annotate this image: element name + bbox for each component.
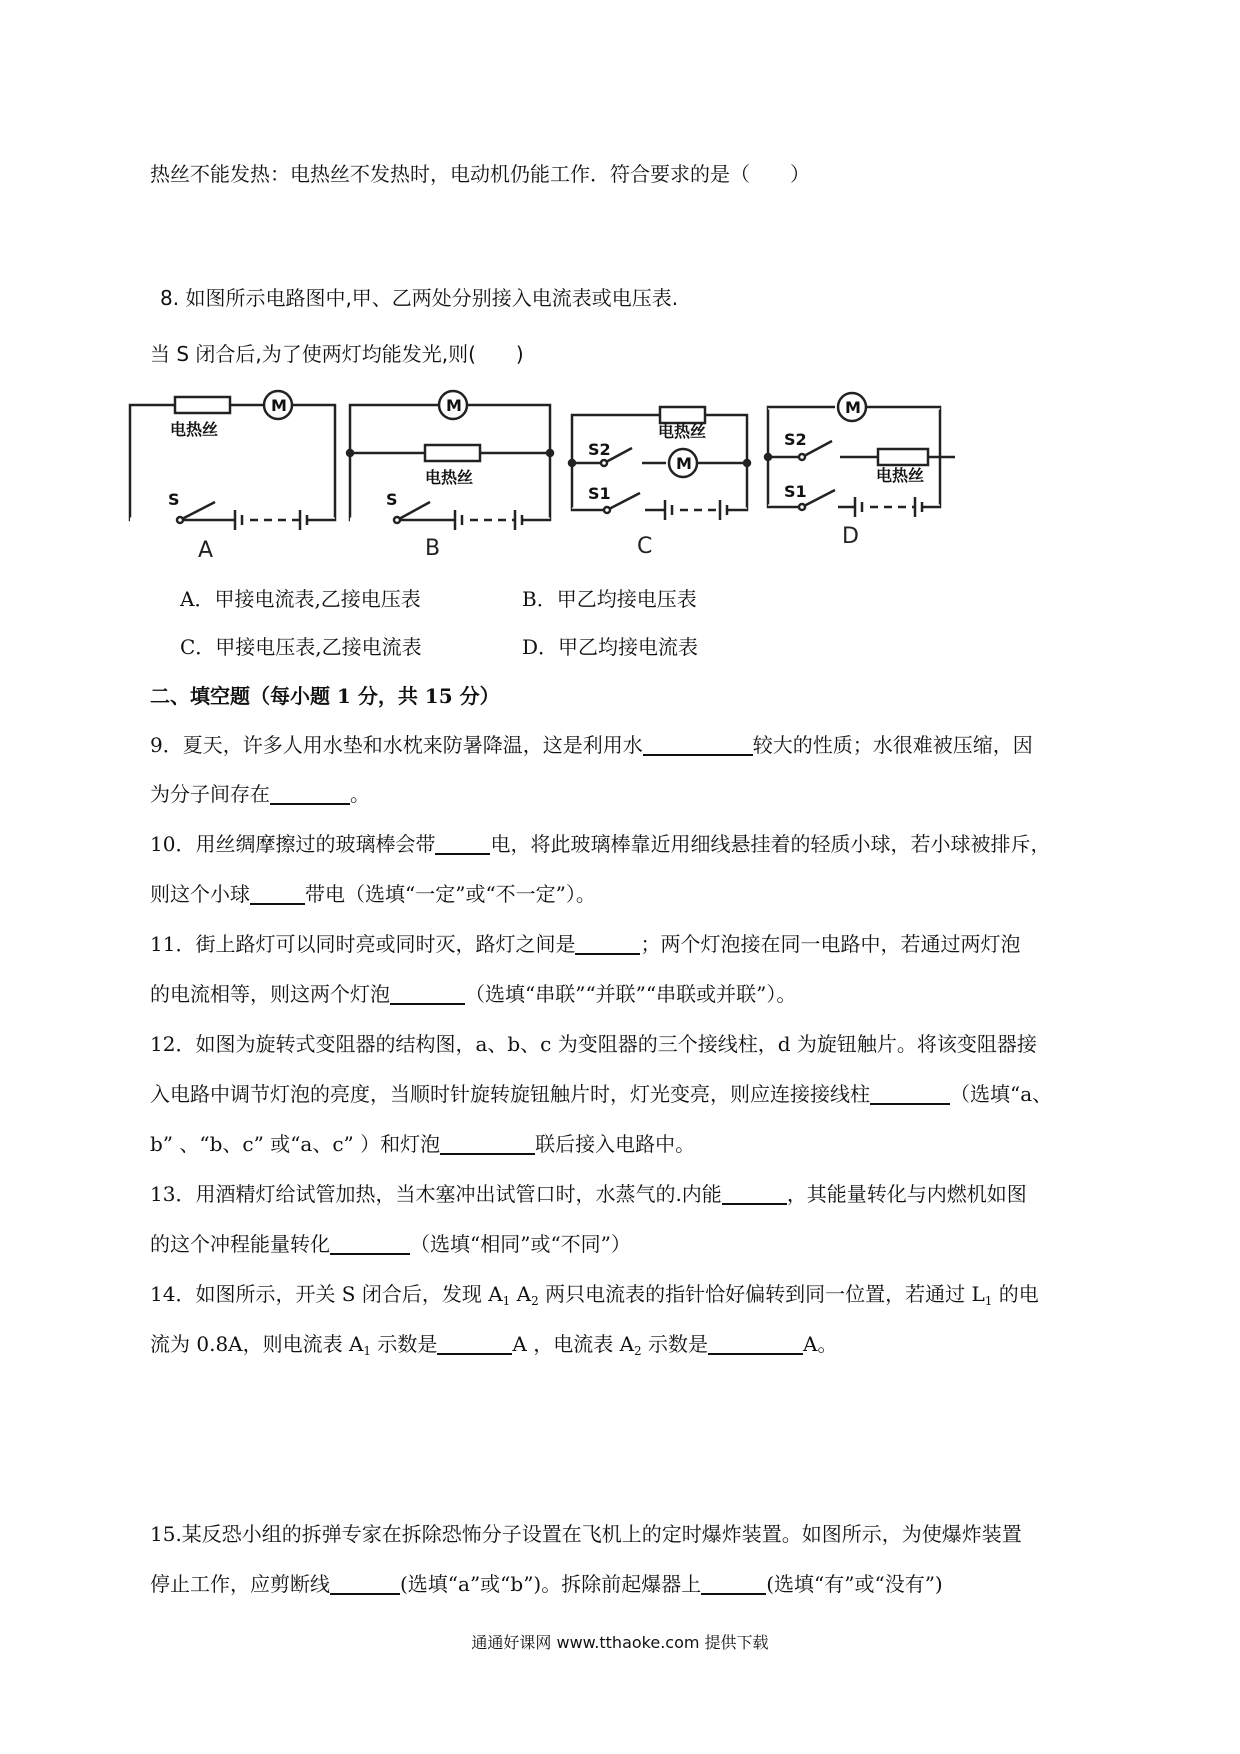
q11-blank-1[interactable] (575, 933, 640, 955)
circuit-diagrams (0, 385, 1240, 565)
q13-blank-2[interactable] (330, 1233, 410, 1255)
q10-line2: 则这个小球 带电（选填“一定”或“不一定”）。 (150, 882, 596, 906)
switch-label-b: S (386, 490, 398, 509)
q14-line1: 14．如图所示，开关 S 闭合后，发现 $A_1$ $A_2$ 两只电流表的指针恰好偏转到同一位置，若通过 $L_1$ 的电 (150, 1282, 1039, 1308)
switch-label-a: S (168, 490, 180, 509)
footer-download-note: 通通好课网 www.tthaoke.com 提供下载 (471, 1633, 769, 1652)
q13-blank-1[interactable] (722, 1183, 787, 1205)
switch-label-c-s1: S1 (588, 484, 611, 503)
q15-blank-2[interactable] (701, 1573, 766, 1595)
heater-label-a: 电热丝 (170, 420, 219, 439)
section-2-heading: 二、填空题（每小题 1 分，共 15 分） (150, 684, 500, 708)
q13-line2: 的这个冲程能量转化 （选填“相同”或“不同”） (150, 1232, 631, 1256)
switch-label-d-s2: S2 (784, 430, 807, 449)
q14-line2: 流为 0.8A，则电流表 $A_1$ 示数是 A ，电流表 $A_2$ 示数是 A。 (150, 1332, 838, 1358)
switch-label-c-s2: S2 (588, 440, 611, 459)
q13-line1: 13．用酒精灯给试管加热，当木塞冲出试管口时，水蒸气的.内能 ，其能量转化与内燃机如图 (150, 1182, 1027, 1206)
q12-line2: 入电路中调节灯泡的亮度，当顺时针旋转旋钮触片时，灯光变亮，则应连接接线柱 （选填“a、 (150, 1082, 1053, 1106)
q15-line2: 停止工作，应剪断线 (选填“a”或“b”)。拆除前起爆器上 (选填“有”或“没有”) (150, 1572, 943, 1596)
q7-tail: 热丝不能发热：电热丝不发热时，电动机仍能工作．符合要求的是（ ） (150, 162, 810, 186)
q15-line1: 15.某反恐小组的拆弹专家在拆除恐怖分子设置在飞机上的定时爆炸装置。如图所示，为使爆炸装置 (150, 1522, 1022, 1546)
q11-blank-2[interactable] (390, 983, 465, 1005)
circuit-label-d: D (842, 524, 859, 549)
heater-label-d: 电热丝 (876, 466, 925, 485)
q10-line1: 10．用丝绸摩擦过的玻璃棒会带 电，将此玻璃棒靠近用细线悬挂着的轻质小球，若小球被排斥， (150, 832, 1051, 856)
q9-blank-1[interactable] (643, 734, 753, 756)
motor-label-b: M (446, 396, 462, 415)
q9-line2: 为分子间存在 。 (150, 782, 370, 806)
q8-stem-line1: 8. 如图所示电路图中,甲、乙两处分别接入电流表或电压表. (160, 286, 679, 310)
switch-label-d-s1: S1 (784, 482, 807, 501)
circuit-label-b: B (425, 536, 441, 561)
q8-stem-line2: 当 S 闭合后,为了使两灯均能发光,则( ) (150, 342, 524, 366)
q11-line1: 11．街上路灯可以同时亮或同时灭，路灯之间是 ；两个灯泡接在同一电路中，若通过两灯泡 (150, 932, 1021, 956)
q9-line1: 9．夏天，许多人用水垫和水枕来防暑降温，这是利用水 较大的性质；水很难被压缩，因 (150, 733, 1033, 757)
q8-option-d[interactable]: D．甲乙均接电流表 (522, 635, 699, 659)
q15-blank-1[interactable] (330, 1573, 400, 1595)
q8-option-c[interactable]: C．甲接电压表,乙接电流表 (180, 635, 422, 659)
motor-label-d: M (845, 398, 861, 417)
q10-blank-2[interactable] (250, 883, 305, 905)
q8-option-b[interactable]: B．甲乙均接电压表 (522, 587, 697, 611)
q9-blank-2[interactable] (270, 783, 350, 805)
q12-blank-2[interactable] (440, 1133, 535, 1155)
q14-blank-2[interactable] (708, 1333, 803, 1355)
circuit-label-c: C (637, 534, 653, 559)
circuit-label-a: A (198, 538, 214, 563)
heater-label-c: 电热丝 (658, 422, 707, 441)
q10-blank-1[interactable] (435, 833, 490, 855)
q12-blank-1[interactable] (870, 1083, 950, 1105)
motor-label-c: M (676, 454, 692, 473)
circuit-a (130, 391, 335, 530)
q12-line3: b” 、“b、c” 或“a、c” ）和灯泡 联后接入电路中。 (150, 1132, 696, 1156)
q12-line1: 12．如图为旋转式变阻器的结构图，a、b、c 为变阻器的三个接线柱，d 为旋钮触片。将该变阻器接 (150, 1032, 1037, 1056)
motor-label-a: M (271, 396, 287, 415)
heater-label-b: 电热丝 (425, 468, 474, 487)
q14-blank-1[interactable] (437, 1333, 512, 1355)
q8-option-a[interactable]: A．甲接电流表,乙接电压表 (180, 587, 421, 611)
q11-line2: 的电流相等，则这两个灯泡 （选填“串联”“并联”“串联或并联”）。 (150, 982, 797, 1006)
